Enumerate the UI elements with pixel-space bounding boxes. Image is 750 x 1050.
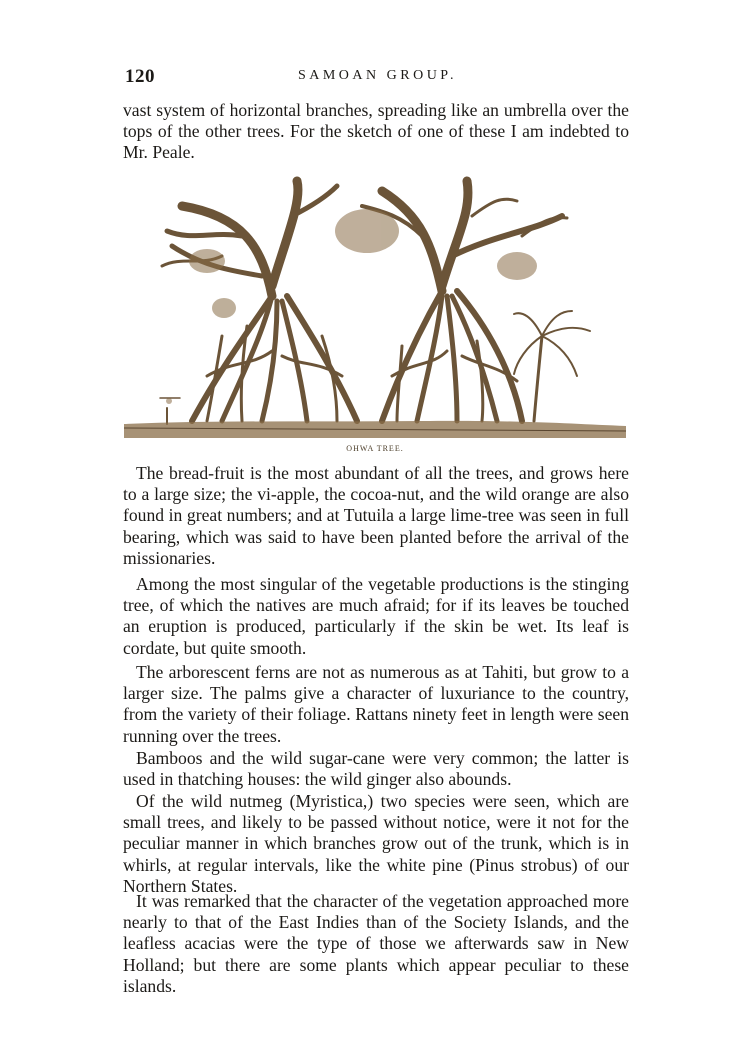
paragraph-vegetation: It was remarked that the character of the vegetation approached more nearly to that of the East Indies than of the Society Islands, and the leafless acacias were the type of those we afterwards saw in New Holland; but there are some plants which appear peculiar to these islands. [123,891,629,996]
paragraph-ferns-palms: The arborescent ferns are not as numerous as at Tahiti, but grow to a larger size. The palms give a character of luxuriance to the country, from the variety of their foliage. Rattans ninety feet in length were seen running over the trees. [123,662,629,746]
page-number: 120 [125,66,155,87]
paragraph-stinging-tree: Among the most singular of the vegetable productions is the stinging tree, of which the natives are much afraid; for if its leaves be touched an eruption is produced, particularly if the skin be wet. Its leaf is cordate, but quite smooth. [123,574,629,658]
paragraph-wild-nutmeg: Of the wild nutmeg (Myristica,) two species were seen, which are small trees, and likely to be passed without notice, were it not for the peculiar manner in which branches grow out of the trunk, which is in whirls, at regular intervals, like the white pine (Pinus strobus) of our Northern States. [123,791,629,896]
intro-paragraph: vast system of horizontal branches, spreading like an umbrella over the tops of the other trees. For the sketch of one of these I am indebted to Mr. Peale. [123,100,629,163]
running-head: SAMOAN GROUP. [297,68,458,83]
tree-engraving [122,176,628,442]
ohwa-tree-illustration [122,176,628,456]
paragraph-bread-fruit: The bread-fruit is the most abundant of all the trees, and grows here to a large size; the vi-apple, the cocoa-nut, and the wild orange are also found in great numbers; and at Tutuila a large lime-tree was seen in full bearing, which was said to have been planted before the arrival of the missionaries. [123,463,629,568]
paragraph-bamboos: Bamboos and the wild sugar-cane were very common; the latter is used in thatching houses: the wild ginger also abounds. [123,748,629,790]
figure-caption: OHWA TREE. [346,444,404,453]
page-header [125,66,630,90]
